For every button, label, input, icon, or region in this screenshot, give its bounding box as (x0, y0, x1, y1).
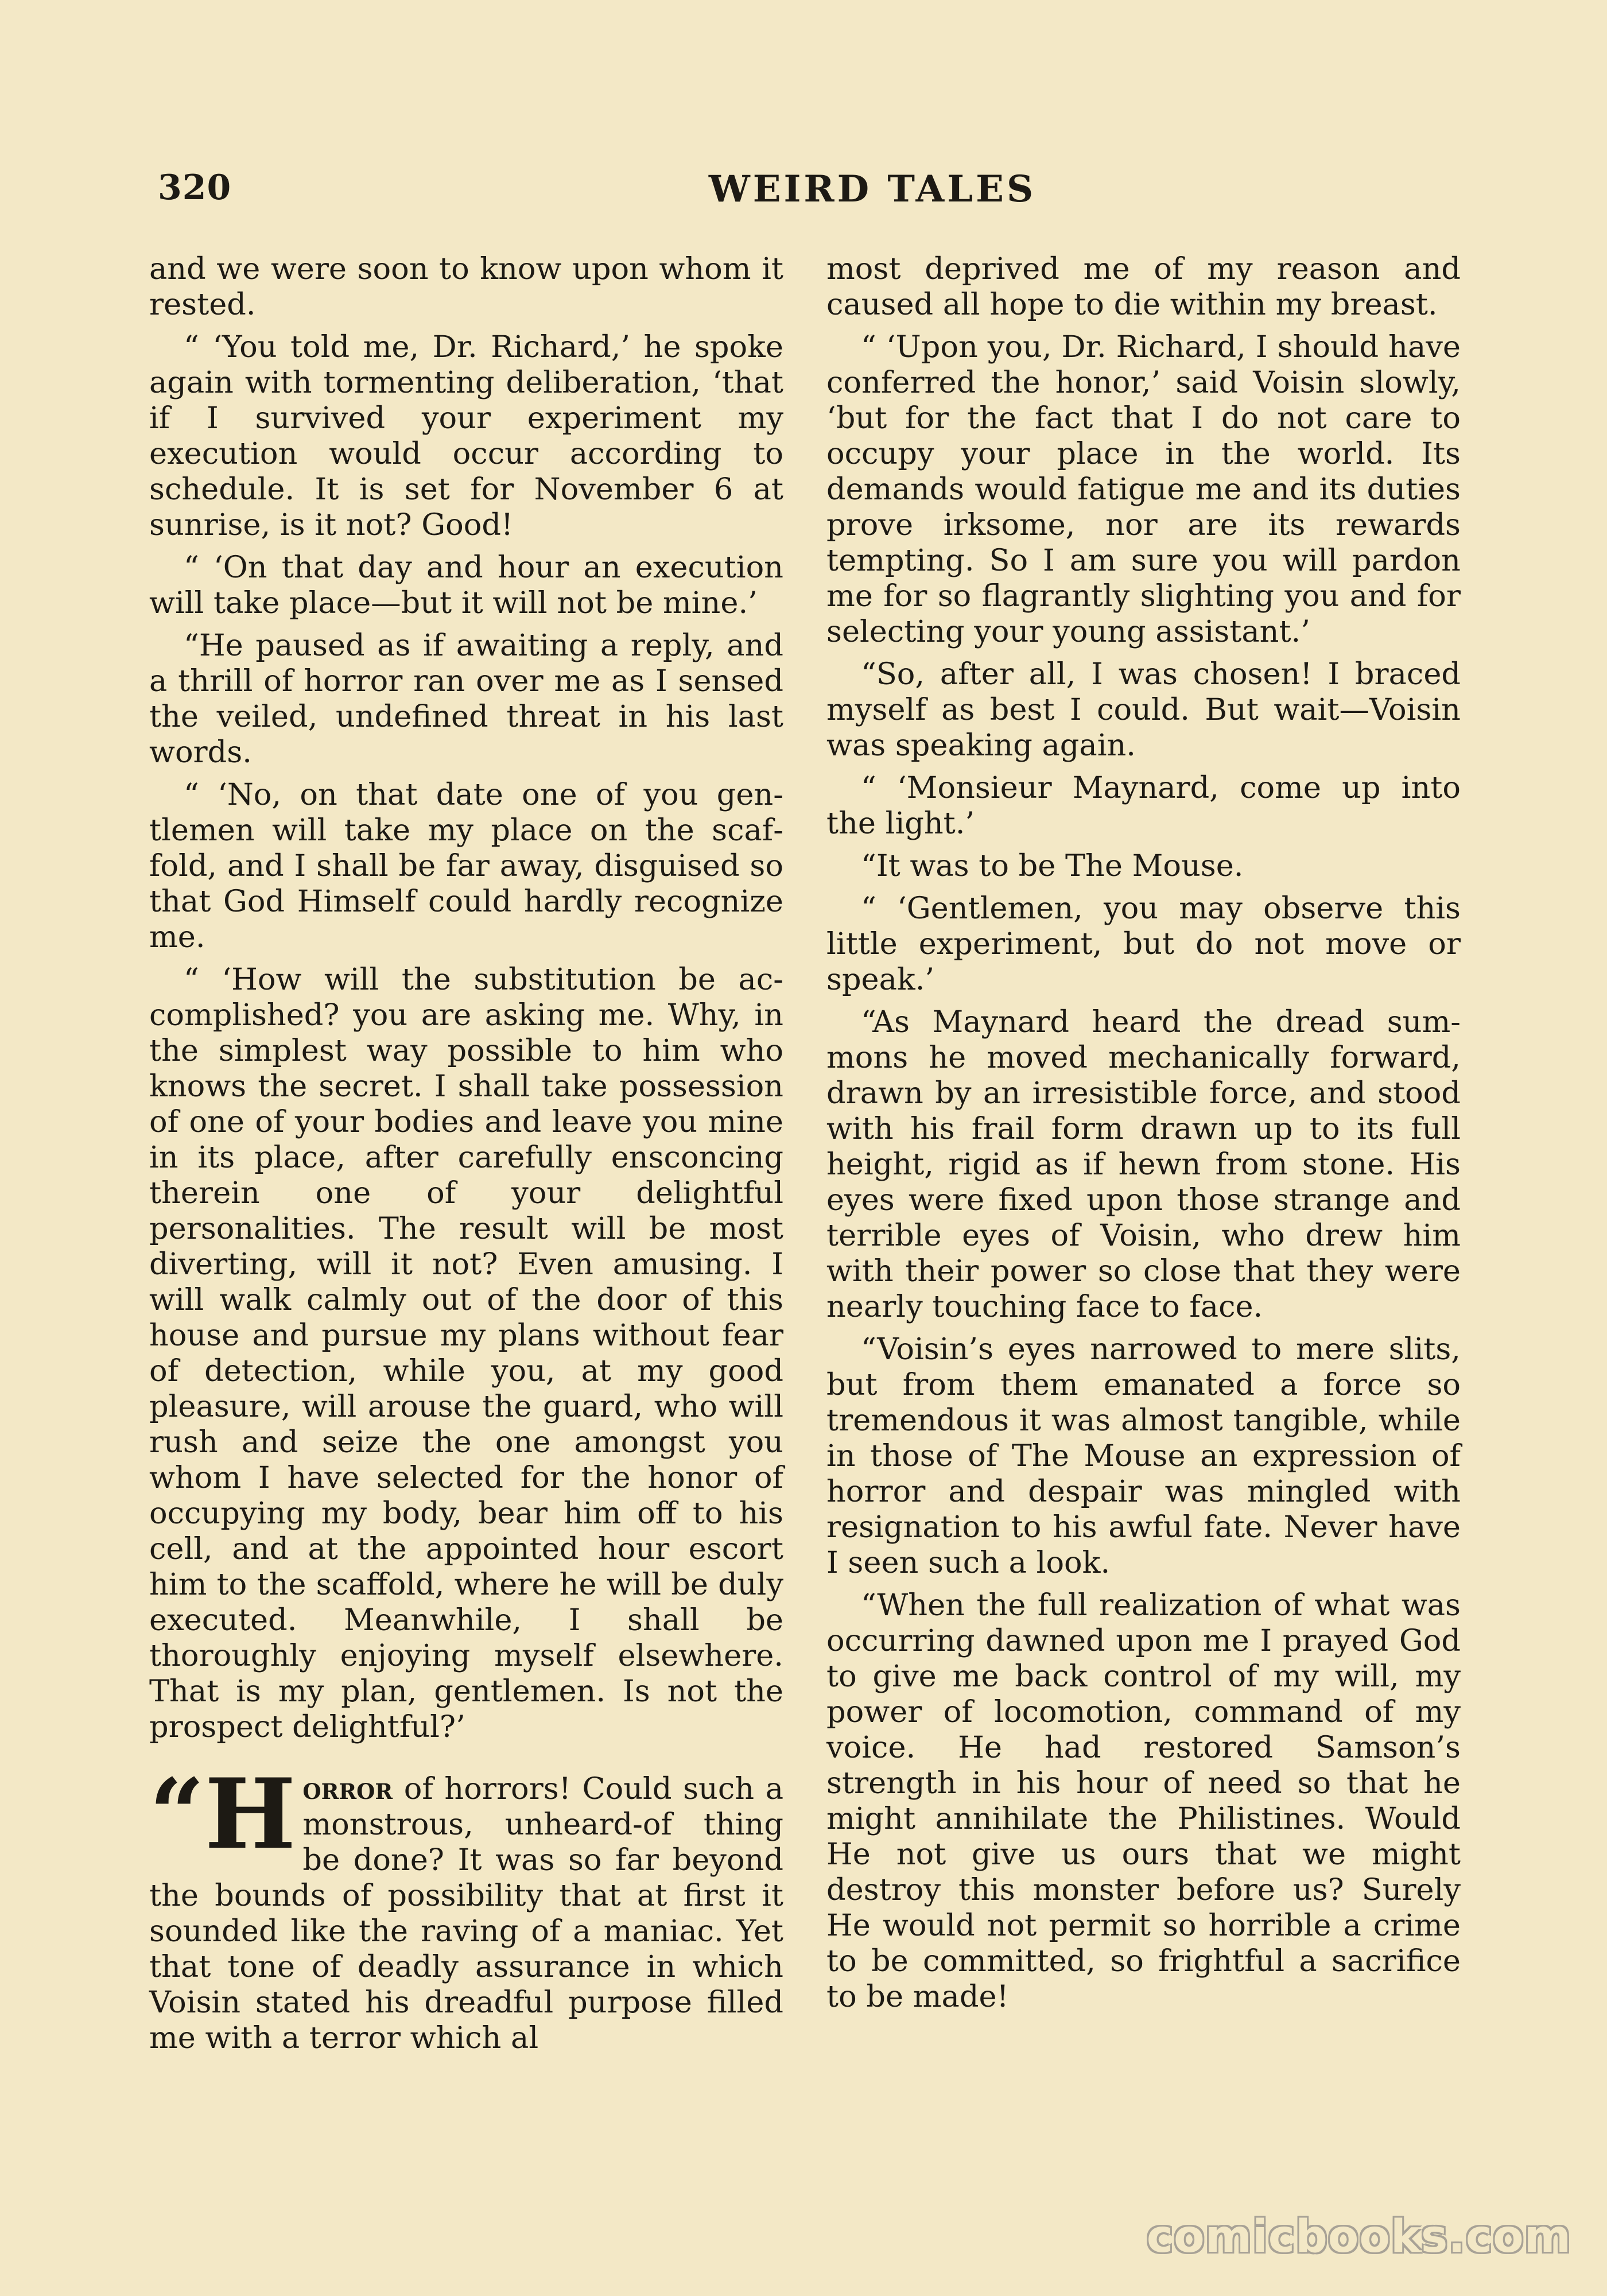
drop-cap (149, 1757, 296, 1871)
paragraph: “When the full realization of what was occurring dawned upon me I prayed God to give me back control of my will, my power of locomotion, command of my voice. He had restored Samson’s strength in his hour of need so that he might annihilate the Philistines. Would He not give us ours that we might destroy this monster before us? Surely He would not permit so horrible a crime to be committed, so frightful a sacrifice to be made! (826, 1588, 1461, 2014)
paragraph: “ ‘On that day and hour an execution will take place—but it will not be mine.’ (149, 550, 783, 620)
drop-cap-quote: “ (149, 1757, 205, 1871)
watermark: comicbooks.com (1146, 2211, 1571, 2263)
magazine-title: WEIRD TALES (708, 168, 1037, 211)
paragraph: “ ‘How will the substitution be accomplished? you are asking me. Why, in the simplest way possible to him who knows the secret. I shall take possession of one of your bodies and leave you mine in its place, after carefully ensconcing therein one of your delightful personalities. The result will be most diverting, will it not? Even amusing. I will walk calmly out of the door of this house and pursue my plans without fear of detection, while you, at my good pleasure, will arouse the guard, who will rush and seize the one amongst you whom I have selected for the honor of occupying my body, bear him off to his cell, and at the appointed hour escort him to the scaffold, where he will be duly executed. Meanwhile, I shall be thoroughly enjoying myself elsewhere. That is my plan, gentlemen. Is not the prospect delightful?’ (149, 962, 783, 1744)
paragraph: “ ‘Gentlemen, you may observe this little experiment, but do not move or speak.’ (826, 891, 1461, 997)
paragraph: “Voisin’s eyes narrowed to mere slits, but from them emanated a force so tremendous it was almost tangible, while in those of The Mouse an expression of horror and despair was mingled with resignation to his awful fate. Never have I seen such a look. (826, 1332, 1461, 1580)
paragraph: “ ‘No, on that date one of you gentlemen will take my place on the scaffold, and I shall be far away, disguised so that God Himself could hardly recognize me. (149, 777, 783, 955)
paragraph: “It was to be The Mouse. (861, 848, 1244, 883)
section-opening-paragraph (149, 1757, 783, 2056)
paragraph: “So, after all, I was chosen! I braced myself as best I could. But wait—Voisin was speaking again. (826, 657, 1461, 763)
paragraph: and we were soon to know upon whom it rested. (149, 251, 783, 322)
small-caps-lead: orror (302, 1771, 393, 1806)
page-number: 320 (158, 168, 232, 208)
page-header (158, 168, 1455, 219)
paragraph-text: of horrors! Could such a monstrous, unheard-of thing be done? It was so far beyond the bounds of possibility that at first it sounded like the raving of a maniac. Yet that tone of deadly assurance in which Voisin stated his dreadful purpose filled me with a terror which al (149, 1771, 783, 2055)
paragraph: most deprived me of my reason and caused all hope to die within my breast. (826, 251, 1461, 322)
paragraph: “ ‘You told me, Dr. Richard,’ he spoke again with tormenting deliberation, ‘that if I survived your experiment my execution would occur according to schedule. It is set for November 6 at sunrise, is it not? Good! (149, 329, 783, 542)
right-column (826, 251, 1461, 2022)
paragraph: “He paused as if awaiting a reply, and a thrill of horror ran over me as I sensed the veiled, undefined threat in his last words. (149, 628, 783, 770)
paragraph: “ ‘Upon you, Dr. Richard, I should have conferred the honor,’ said Voisin slowly, ‘but for the fact that I do not care to occupy your place in the world. Its demands would fatigue me and its duties prove irksome, nor are its rewards tempting. So I am sure you will pardon me for so flagrantly slighting you and for selecting your young assistant.’ (826, 329, 1461, 649)
drop-cap-letter: H (204, 1757, 296, 1871)
paragraph: “As Maynard heard the dread summons he moved mechanically forward, drawn by an irresistible force, and stood with his frail form drawn up to its full height, rigid as if hewn from stone. His eyes were fixed upon those strange and terrible eyes of Voisin, who drew him with their power so close that they were nearly touching face to face. (826, 1004, 1461, 1324)
paragraph: “ ‘Monsieur Maynard, come up into the light.’ (826, 770, 1461, 841)
left-column (149, 251, 783, 2063)
